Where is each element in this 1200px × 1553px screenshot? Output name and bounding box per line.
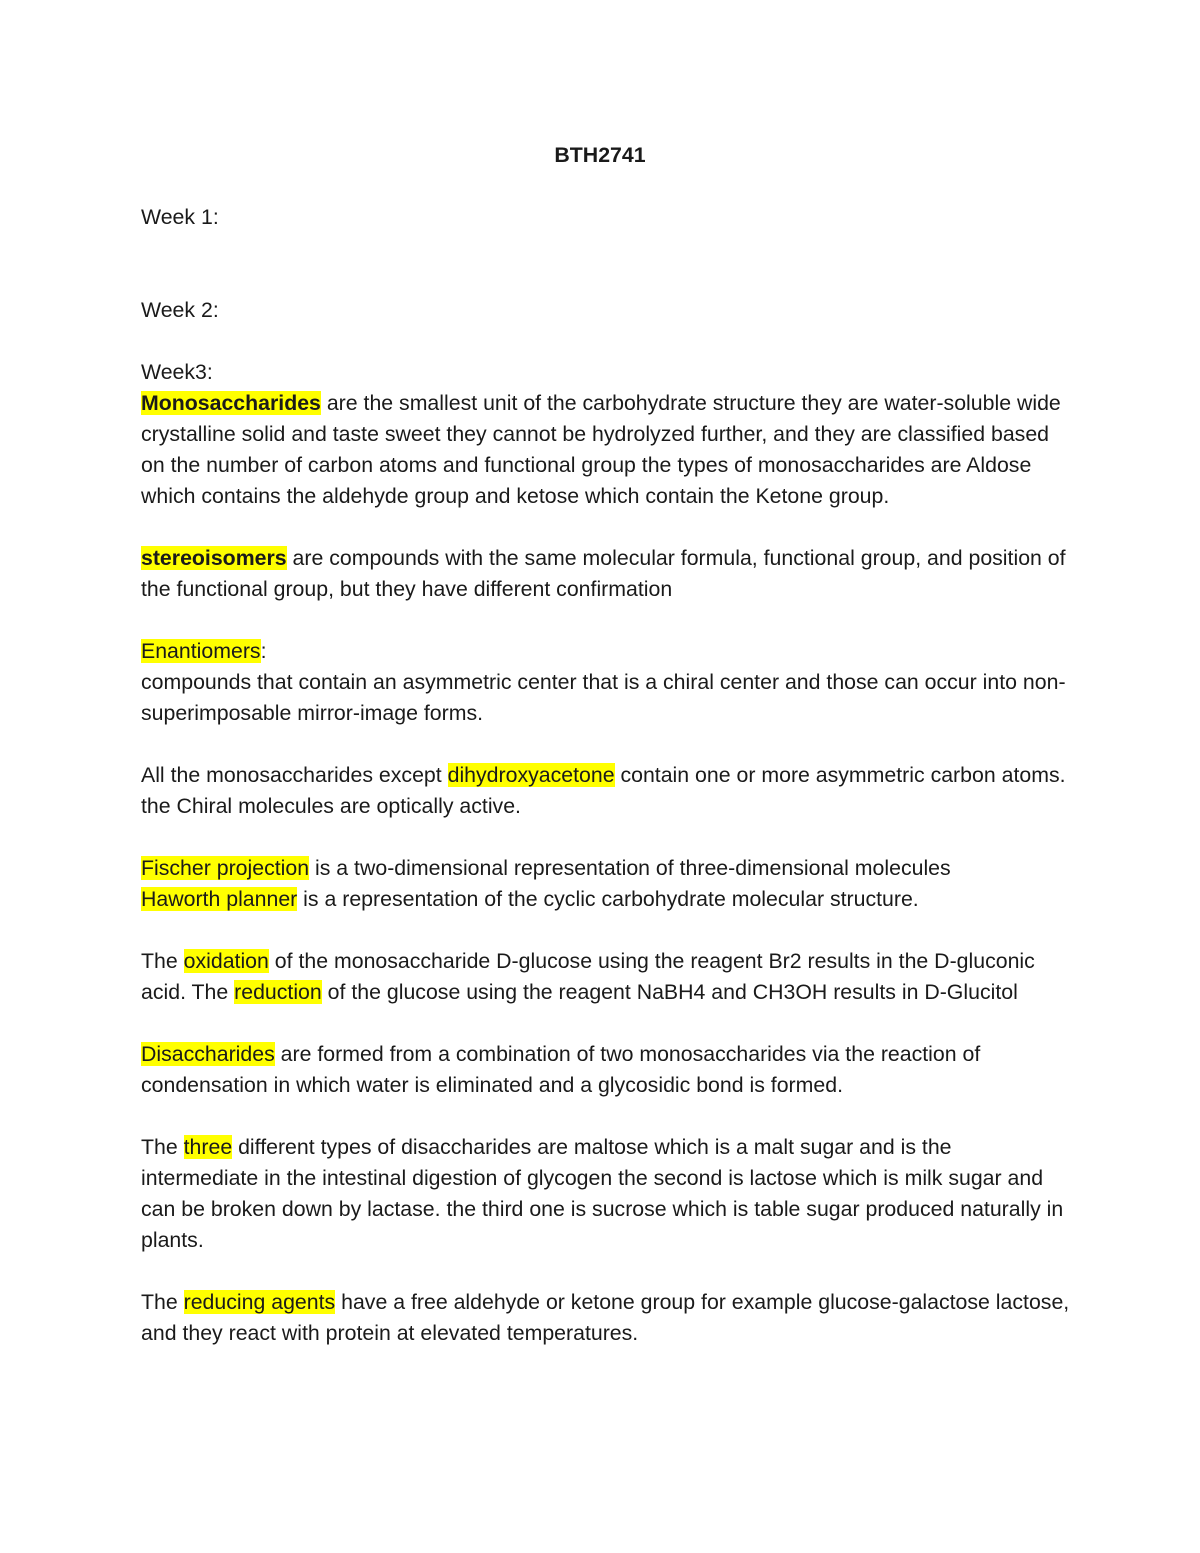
week-3-heading: Week3:: [141, 360, 213, 384]
highlight-dihydroxyacetone: dihydroxyacetone: [447, 763, 615, 787]
document-body: [141, 140, 1071, 1349]
highlight-disaccharides: Disaccharides: [141, 1042, 275, 1066]
paragraph-haworth: Haworth planner is a representation of the cyclic carbohydrate molecular structure.: [141, 887, 919, 911]
paragraph-enantiomers-heading: Enantiomers:: [141, 639, 267, 663]
highlight-three: three: [183, 1135, 233, 1159]
paragraph-three-types: The three different types of disaccharides are maltose which is a malt sugar and is the intermediate in the intestinal digestion of glycogen the second is lactose which is milk sugar and can be broken down by lactase. the third one is sucrose which is table sugar produced naturally in plants.: [141, 1135, 1064, 1252]
highlight-enantiomers: Enantiomers: [141, 639, 261, 663]
paragraph-enantiomers: compounds that contain an asymmetric center that is a chiral center and those can occur into non-superimposable mirror-image forms.: [141, 670, 1066, 725]
paragraph-disaccharides: Disaccharides are formed from a combination of two monosaccharides via the reaction of condensation in which water is eliminated and a glycosidic bond is formed.: [141, 1042, 981, 1097]
paragraph-stereoisomers: stereoisomers are compounds with the same molecular formula, functional group, and position of the functional group, but they have different confirmation: [141, 546, 1066, 601]
highlight-reducing-agents: reducing agents: [183, 1290, 336, 1314]
paragraph-monosaccharides: Monosaccharides are the smallest unit of the carbohydrate structure they are water-soluble wide crystalline solid and taste sweet they cannot be hydrolyzed further, and they are classified based on the number of carbon atoms and functional group the types of monosaccharides are Aldose which contains the aldehyde group and ketose which contain the Ketone group.: [141, 391, 1061, 508]
highlight-haworth-planner: Haworth planner: [141, 887, 298, 911]
highlight-reduction: reduction: [234, 980, 322, 1004]
highlight-stereoisomers: stereoisomers: [141, 546, 287, 570]
paragraph-oxidation-reduction: The oxidation of the monosaccharide D-glucose using the reagent Br2 results in the D-gluconic acid. The reduction of the glucose using the reagent NaBH4 and CH3OH results in D-Glucitol: [141, 949, 1035, 1004]
week-1-heading: Week 1:: [141, 205, 219, 229]
highlight-oxidation: oxidation: [183, 949, 269, 973]
paragraph-dihydroxyacetone: All the monosaccharides except dihydroxyacetone contain one or more asymmetric carbon atoms. the Chiral molecules are optically active.: [141, 763, 1066, 818]
highlight-fischer-projection: Fischer projection: [141, 856, 310, 880]
document-title: BTH2741: [554, 143, 646, 167]
highlight-monosaccharides: Monosaccharides: [141, 391, 321, 415]
week-2-heading: Week 2:: [141, 298, 219, 322]
paragraph-fischer: Fischer projection is a two-dimensional representation of three-dimensional molecules: [141, 856, 951, 880]
paragraph-reducing-agents: The reducing agents have a free aldehyde or ketone group for example glucose-galactose lactose, and they react with protein at elevated temperatures.: [141, 1290, 1070, 1345]
